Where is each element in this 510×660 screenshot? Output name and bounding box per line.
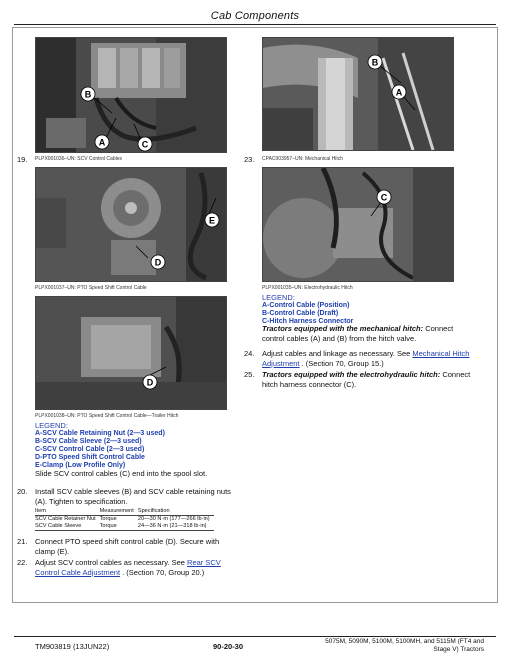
photo-electrohydraulic-hitch — [262, 167, 454, 282]
step-text: Adjust cables and linkage as necessary. See Mechanical Hitch Adjustment . (Section 70, Group 15.) — [262, 349, 470, 368]
svg-text:C: C — [380, 192, 388, 203]
legend-right — [262, 293, 353, 326]
legend-item: C-SCV Control Cable (2—3 used) — [35, 446, 145, 453]
legend-title: LEGEND: — [262, 293, 295, 302]
table-row: SCV Cable Retainer Nut Torque 20—30 N·m (177—266 lb·in) — [35, 516, 210, 522]
svg-text:A: A — [98, 137, 106, 148]
step-text: Install SCV cable sleeves (B) and SCV cable retaining nuts (A). Tighten to specification. — [35, 487, 231, 506]
photo-caption: CPAC003957–UN: Mechanical Hitch — [262, 156, 344, 162]
legend-item: B-Control Cable (Draft) — [262, 310, 339, 317]
photo-pto-speed-shift-cable — [35, 167, 227, 282]
step-number: 21. — [17, 537, 28, 546]
svg-text:E: E — [208, 215, 216, 226]
svg-text:C: C — [141, 139, 149, 150]
photo-pto-trailer-hitch — [35, 296, 227, 410]
legend-item: E-Clamp (Low Profile Only) — [35, 462, 126, 469]
table-row: SCV Cable Sleeve Torque 24—36 N·m (21—318 lb·in) — [35, 523, 214, 531]
svg-text:D: D — [146, 377, 154, 388]
page-title: Cab Components — [210, 10, 300, 22]
table-header: Specification — [138, 508, 214, 516]
table-header: Item — [35, 508, 100, 516]
photo-caption: PLPX001038–UN: PTO Speed Shift Control Cable—Trailer Hitch — [35, 413, 179, 419]
torque-spec-table — [35, 508, 214, 531]
legend-item: D-PTO Speed Shift Control Cable — [35, 454, 145, 461]
svg-text:B: B — [371, 57, 379, 68]
link-mechanical-hitch-adjustment[interactable]: Mechanical Hitch Adjustment — [262, 349, 470, 368]
step-text: Adjust SCV control cables as necessary. See Rear SCV Control Cable Adjustment . (Section 70, Group 20.) — [35, 558, 221, 577]
legend-item: A-Control Cable (Position) — [262, 302, 350, 309]
step-number: 20. — [17, 487, 28, 496]
step-text: Tractors equipped with the electrohydraulic hitch: Connect hitch harness connector (C). — [262, 370, 471, 389]
legend-left — [35, 421, 165, 470]
mechanical-hitch-text: Tractors equipped with the mechanical hitch: Connect control cables (A) and (B) from the hitch valve. — [262, 324, 454, 343]
photo-caption: PLPX001036–UN: SCV Control Cables — [35, 156, 122, 162]
legend-title: LEGEND: — [35, 421, 68, 430]
legend-item: A-SCV Cable Retaining Nut (2—3 used) — [35, 430, 165, 437]
footer-divider — [14, 636, 496, 637]
step-number: 22. — [17, 558, 28, 567]
footer-page-number: 90-20-30 — [213, 642, 244, 651]
svg-text:A: A — [395, 87, 403, 98]
step-number: 24. — [244, 349, 255, 358]
legend-item: C-Hitch Harness Connector — [262, 318, 354, 325]
footer-model-info: 5075M, 5090M, 5100M, 5100MH, and 5115M (FT4 and Stage V) Tractors — [325, 638, 484, 653]
svg-text:D: D — [154, 257, 162, 268]
footer-doc-id: TM903819 (13JUN22) — [35, 642, 110, 651]
step-number: 25. — [244, 370, 255, 379]
step-text: Connect PTO speed shift control cable (D). Secure with clamp (E). — [35, 537, 220, 556]
step-number: 23. — [244, 155, 255, 164]
photo-mechanical-hitch — [262, 37, 454, 151]
link-rear-scv-adjustment[interactable]: Rear SCV Control Cable Adjustment — [35, 558, 221, 577]
photo-scv-control-cables — [35, 37, 227, 153]
instruction-text: Slide SCV control cables (C) end into the spool slot. — [35, 469, 208, 478]
table-header: Measurement — [100, 508, 138, 516]
photo-caption: PLPX001035–UN: Electrohydraulic Hitch — [262, 285, 353, 291]
header-divider — [14, 24, 496, 25]
svg-text:B: B — [84, 89, 92, 100]
legend-item: B-SCV Cable Sleeve (2—3 used) — [35, 438, 142, 445]
step-number: 19. — [17, 155, 28, 164]
photo-caption: PLPX001037–UN: PTO Speed Shift Control Cable — [35, 285, 147, 291]
